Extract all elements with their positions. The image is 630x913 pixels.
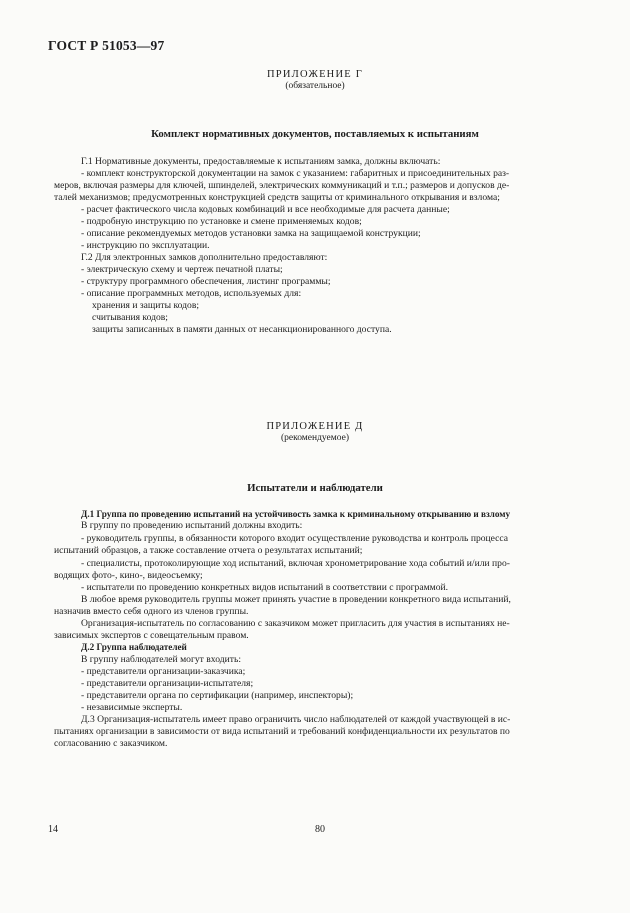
d1-line: назначив вместо себя одного из членов группы. (54, 606, 249, 617)
d2-line: - представители организации-заказчика; (81, 666, 246, 677)
g-line: - подробную инструкцию по установке и смене применяемых кодов; (81, 216, 362, 227)
page-number-left: 14 (48, 824, 58, 835)
d2-line: - представители органа по сертификации (например, инспекторы); (81, 690, 354, 701)
d1-line: В любое время руководитель группы может принять участие в проведении конкретного вида испытаний, (81, 594, 511, 605)
d2-line: пытаниях организации в зависимости от вида испытаний и требований конфиденциальности их результатов по (54, 726, 510, 737)
g-line: талей механизмов; предусмотренных конструкцией средств защиты от криминального открывания и взлома; (54, 192, 500, 203)
g-line: Г.1 Нормативные документы, предоставляемые к испытаниям замка, должны включать: (81, 156, 441, 167)
g-line: меров, включая размеры для ключей, шпинделей, электрических коммуникаций и т.п.; размеров и допусков де- (54, 180, 510, 191)
g-line: Г.2 Для электронных замков дополнительно предоставляют: (81, 252, 328, 263)
appendix-g-label: ПРИЛОЖЕНИЕ Г (267, 69, 363, 80)
d2-line: согласованию с заказчиком. (54, 738, 168, 749)
appendix-g-title: Комплект нормативных документов, поставляемых к испытаниям (151, 128, 479, 140)
g-line: хранения и защиты кодов; (92, 300, 200, 311)
g-line: - описание программных методов, используемых для: (81, 288, 302, 299)
g-line: считывания кодов; (92, 312, 168, 323)
d1-line: - испытатели по проведению конкретных видов испытаний в соответствии с программой. (81, 582, 449, 593)
appendix-g-note: (обязательное) (285, 81, 345, 91)
g-line: - комплект конструкторской документации на замок с указанием: габаритных и присоединительных раз- (81, 168, 510, 179)
g-line: - описание рекомендуемых методов установки замка на защищаемой конструкции; (81, 228, 421, 239)
section-d1-heading: Д.1 Группа по проведению испытаний на устойчивость замка к криминальному открыванию и взлому (81, 509, 511, 519)
d1-line: испытаний образцов, а также составление отчета о результатах испытаний; (54, 545, 363, 556)
g-line: - инструкцию по эксплуатации. (81, 240, 210, 251)
d2-line: В группу наблюдателей могут входить: (81, 654, 242, 665)
appendix-d-note: (рекомендуемое) (280, 433, 350, 443)
section-d2-heading: Д.2 Группа наблюдателей (81, 642, 187, 652)
g-line: - расчет фактического числа кодовых комбинаций и все необходимые для расчета данные; (81, 204, 450, 215)
d1-line: - руководитель группы, в обязанности которого входит осуществление руководства и контроль процесса (81, 533, 509, 544)
g-line: - электрическую схему и чертеж печатной платы; (81, 264, 283, 275)
d1-line: - специалисты, протоколирующие ход испытаний, включая хронометрирование хода событий и/или про- (81, 558, 510, 569)
d1-line: В группу по проведению испытаний должны входить: (81, 520, 303, 531)
g-line: защиты записанных в памяти данных от несанкционированного доступа. (92, 324, 392, 335)
document-header: ГОСТ Р 51053—97 (48, 38, 165, 53)
d2-line: Д.3 Организация-испытатель имеет право ограничить число наблюдателей от каждой участвующей в ис- (81, 714, 511, 725)
d1-line: зависимых экспертов с совещательным правом. (54, 630, 249, 641)
g-line: - структуру программного обеспечения, листинг программы; (81, 276, 331, 287)
appendix-d-label: ПРИЛОЖЕНИЕ Д (266, 421, 364, 432)
d1-line: водящих фото-, кино-, видеосъемку; (54, 570, 203, 581)
d1-line: Организация-испытатель по согласованию с заказчиком может пригласить для участия в испытаниях не- (81, 618, 510, 629)
d2-line: - независимые эксперты. (81, 702, 183, 713)
d2-line: - представители организации-испытателя; (81, 678, 254, 689)
page-number-center: 80 (315, 824, 325, 835)
appendix-d-title: Испытатели и наблюдатели (247, 482, 383, 494)
